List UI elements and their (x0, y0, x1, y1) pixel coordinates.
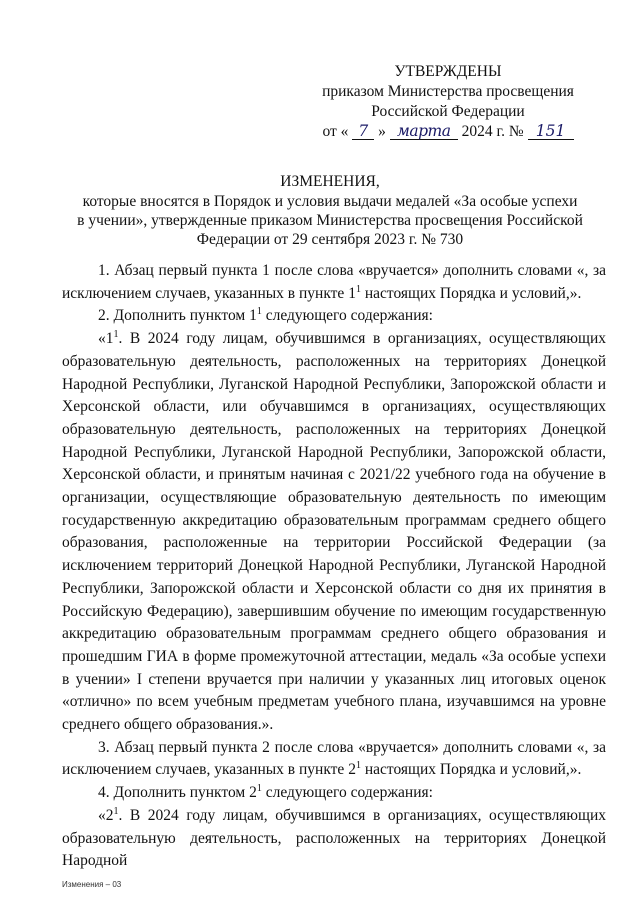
title-line-1: которые вносятся в Порядок и условия выдачи медалей «За особые успехи (82, 193, 578, 210)
item-3-superscript: 1 (355, 760, 361, 772)
point-1-1-superscript: 1 (113, 328, 119, 340)
item-4-text: 4. Дополнить пунктом 2 (98, 784, 257, 802)
point-2-1-paragraph (62, 805, 606, 873)
item-2-text-end: следующего содержания: (261, 307, 433, 325)
title-line-2: в учении», утвержденные приказом Министерства просвещения Российской (77, 212, 583, 229)
handwritten-order-number: 151 (528, 123, 574, 140)
point-2-1-superscript: 1 (113, 805, 119, 817)
item-1-superscript: 1 (355, 283, 361, 295)
date-quote-close: » (378, 123, 386, 140)
point-1-1-text: . В 2024 году лицам, обучившимся в организациях, осуществляющих образовательную деятельность, расположенных на территориях Донецкой Народной Республики, Луганской Народной Республики, Запорожской области и Херсонской области, или обучавшимся в организациях, осуществляющих образовательную деятельность, расположенных на территориях Донецкой Народной Республики, Луганской Народной Республики, Запорожской области, Херсонской области, и принятым начиная с 2021/22 учебного года на обучение в организации, осуществляющие образовательную деятельность по имеющим государственную аккредитацию образовательным программам среднего общего образования, расположенные на территории Российской Федерации (за исключением территорий Донецкой Народной Республики, Луганской Народной Республики, Запорожской области и Херсонской области со дня их принятия в Российскую Федерацию), завершившим обучение по имеющим государственную аккредитацию образовательным программам среднего общего образования и прошедшим ГИА в форме промежуточной аттестации, медаль «За особые успехи в учении» I степени вручается при наличии у указанных лиц итоговых оценок «отлично» по всем учебным предметам учебного плана, изучавшимся на уровне среднего общего образования.». (62, 330, 606, 734)
item-4-superscript: 1 (256, 783, 262, 795)
date-year: 2024 г. № (461, 123, 524, 140)
approval-heading: УТВЕРЖДЕНЫ (394, 63, 502, 80)
approval-block (300, 62, 596, 142)
approval-line-1: приказом Министерства просвещения (322, 83, 574, 100)
item-1-text: 1. Абзац первый пункта 1 после слова «вручается» дополнить словами «, за исключением случаев, указанных в пункте 1 (62, 262, 606, 302)
point-2-1-number: «2 (98, 806, 114, 824)
item-3-text-end: настоящих Порядка и условий,». (360, 761, 582, 779)
item-2-superscript: 1 (256, 306, 262, 318)
title-line-3: Федерации от 29 сентября 2023 г. № 730 (196, 231, 464, 248)
approval-date-line (300, 122, 596, 142)
item-3-text: 3. Абзац первый пункта 2 после слова «вручается» дополнить словами «, за исключением случаев, указанных в пункте 2 (62, 738, 606, 779)
approval-line-2: Российской Федерации (371, 103, 525, 120)
item-4-paragraph (62, 782, 606, 805)
handwritten-day: 7 (352, 123, 374, 140)
item-3-paragraph (62, 737, 606, 782)
document-title (40, 172, 620, 249)
title-heading: ИЗМЕНЕНИЯ, (280, 173, 380, 190)
point-2-1-text: . В 2024 году лицам, обучившимся в организациях, осуществляющих образовательную деятельность, расположенных на территориях Донецкой Народной (62, 806, 606, 870)
document-body (62, 260, 606, 873)
item-2-text: 2. Дополнить пунктом 1 (98, 307, 257, 325)
date-prefix: от « (322, 123, 349, 140)
point-1-1-number: «1 (98, 330, 114, 348)
item-2-paragraph (62, 305, 606, 328)
point-1-1-paragraph (62, 328, 606, 737)
page-footer-label: Изменения – 03 (62, 880, 122, 889)
item-4-text-end: следующего содержания: (261, 784, 433, 802)
handwritten-month: марта (390, 123, 458, 140)
item-1-text-end: настоящих Порядка и условий,». (360, 284, 582, 302)
item-1-paragraph (62, 260, 606, 305)
